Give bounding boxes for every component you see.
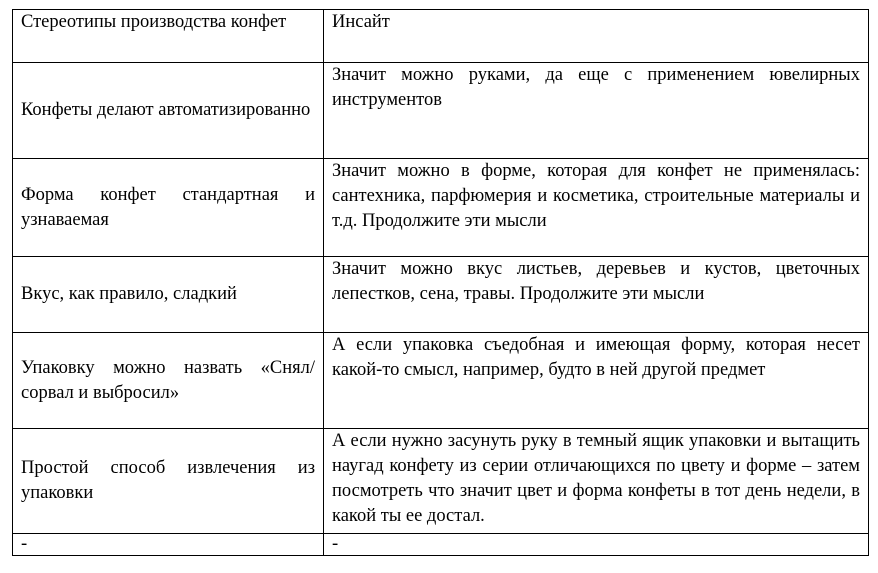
- stereotypes-insight-table: [12, 9, 869, 556]
- insight-cell: Значит можно руками, да еще с применением ювелирных инструментов: [324, 63, 869, 159]
- stereotype-cell: Упаковку можно назвать «Снял/сорвал и выбросил»: [13, 333, 324, 429]
- insight-cell: А если упаковка съедобная и имеющая форму, которая несет какой-то смысл, например, будто в ней другой предмет: [324, 333, 869, 429]
- table-row: [13, 257, 869, 333]
- table-row: [13, 429, 869, 534]
- stereotype-cell: Простой способ извлечения из упаковки: [13, 429, 324, 534]
- stereotype-cell: Конфеты делают автоматизированно: [13, 63, 324, 159]
- stereotype-cell: -: [13, 534, 324, 556]
- stereotype-cell: Вкус, как правило, сладкий: [13, 257, 324, 333]
- insight-cell: А если нужно засунуть руку в темный ящик упаковки и вытащить наугад конфету из серии отличающихся по цвету и форме – затем посмотреть что значит цвет и форма конфеты в тот день недели, в какой ты ее достал.: [324, 429, 869, 534]
- table-header-row: [13, 10, 869, 63]
- table-row: [13, 534, 869, 556]
- table-row: [13, 159, 869, 257]
- header-stereotypes: Стереотипы производства конфет: [13, 10, 324, 63]
- insight-cell: Значит можно в форме, которая для конфет не применялась: сантехника, парфюмерия и косметика, строительные материалы и т.д. Продолжите эти мысли: [324, 159, 869, 257]
- table-row: [13, 333, 869, 429]
- stereotype-cell: Форма конфет стандартная и узнаваемая: [13, 159, 324, 257]
- insight-cell: -: [324, 534, 869, 556]
- insight-cell: Значит можно вкус листьев, деревьев и кустов, цветочных лепестков, сена, травы. Продолжите эти мысли: [324, 257, 869, 333]
- table-row: [13, 63, 869, 159]
- header-insight: Инсайт: [324, 10, 869, 63]
